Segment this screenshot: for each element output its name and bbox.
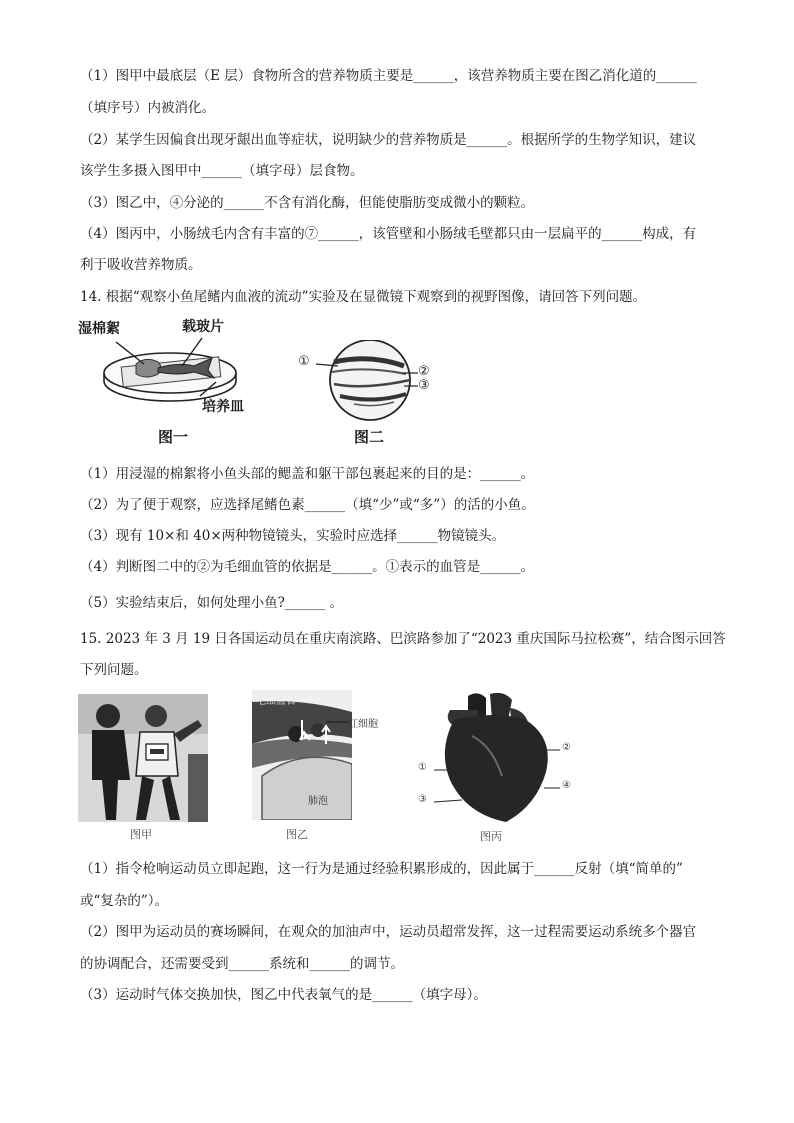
- q15-stem-line1: 15. 2023 年 3 月 19 日各国运动员在重庆南滨路、巴滨路参加了“2023 重庆国际马拉松赛”，结合图示回答: [80, 631, 726, 647]
- q15-stem-line2: 下列问题。: [80, 662, 148, 678]
- marker-vessel-1: ①: [298, 354, 310, 369]
- q14-part2: （2）为了便于观察，应选择尾鳍色素______（填“少”或“多”）的活的小鱼。: [80, 497, 535, 513]
- marker-vessel-3: ③: [418, 378, 430, 393]
- q14-figure-2: [294, 340, 444, 448]
- label-wet-cotton: 湿棉絮: [78, 321, 120, 337]
- heart-marker-4: ④: [562, 780, 571, 791]
- q13-part4-line2: 利于吸收营养物质。: [80, 257, 202, 273]
- marker-vessel-2: ②: [418, 364, 430, 379]
- heart-illustration: [410, 690, 580, 822]
- alveolus-illustration: [252, 690, 352, 820]
- heart-marker-3: ③: [418, 794, 427, 805]
- q13-part1-line1: （1）图甲中最底层（E 层）食物所含的营养物质主要是______，该营养物质主要在图乙消化道的______: [80, 68, 697, 84]
- figure-b-caption: 图乙: [286, 828, 308, 841]
- q15-part1-line2: 或“复杂的”）。: [80, 893, 169, 909]
- heart-marker-2: ②: [562, 742, 571, 753]
- q14-part1: （1）用浸湿的棉絮将小鱼头部的鳃盖和躯干部包裹起来的目的是：______。: [80, 466, 535, 482]
- q15-part2-line2: 的协调配合，还需要受到______系统和______的调节。: [80, 956, 404, 972]
- q15-figure-a: [78, 694, 208, 844]
- q13-part2-line1: （2）某学生因偏食出现牙龈出血等症状，说明缺少的营养物质是______。根据所学的生物学知识，建议: [80, 132, 697, 148]
- label-alveolus: 肺泡: [308, 796, 328, 807]
- label-red-blood-cell: 红细胞: [348, 719, 378, 730]
- heart-marker-1: ①: [418, 762, 427, 773]
- q15-part3: （3）运动时气体交换加快，图乙中代表氧气的是______（填字母）。: [80, 987, 487, 1003]
- label-petri-dish: 培养皿: [202, 399, 244, 415]
- q13-part3: （3）图乙中，④分泌的______不含有消化酶，但能使脂肪变成微小的颗粒。: [80, 195, 535, 211]
- q13-part1-line2: （填序号）内被消化。: [80, 100, 215, 116]
- figure-1-caption: 图一: [158, 428, 189, 446]
- q14-stem: 14. 根据“观察小鱼尾鳍内血液的流动”实验及在显微镜下观察到的视野图像，请回答下列问题。: [80, 289, 647, 305]
- q14-part3: （3）现有 10×和 40×两种物镜镜头，实验时应选择______物镜镜头。: [80, 528, 506, 544]
- q15-figure-c: [410, 690, 580, 845]
- q14-part4: （4）判断图二中的②为毛细血管的依据是______。①表示的血管是______。: [80, 559, 535, 575]
- q14-figure-1: [78, 316, 278, 448]
- label-glass-slide: 载玻片: [182, 319, 224, 335]
- q13-part4-line1: （4）图丙中，小肠绒毛内含有丰富的⑦______，该管壁和小肠绒毛壁都只由一层扁平的______构成，有: [80, 226, 697, 242]
- figure-c-caption: 图丙: [480, 830, 502, 843]
- label-capillary: 毛细血管: [256, 696, 296, 707]
- q14-part5: （5）实验结束后，如何处理小鱼?______ 。: [80, 595, 344, 611]
- q13-part2-line2: 该学生多摄入图甲中______（填字母）层食物。: [80, 163, 364, 179]
- figure-2-caption: 图二: [354, 428, 385, 446]
- q15-part2-line1: （2）图甲为运动员的赛场瞬间，在观众的加油声中，运动员超常发挥，这一过程需要运动系统多个器官: [80, 924, 697, 940]
- q15-figure-b: [252, 690, 400, 845]
- figure-a-caption: 图甲: [130, 828, 152, 841]
- runners-photo: [78, 694, 208, 822]
- q15-part1-line1: （1）指令枪响运动员立即起跑，这一行为是通过经验积累形成的，因此属于______反射（填“简单的”: [80, 861, 683, 877]
